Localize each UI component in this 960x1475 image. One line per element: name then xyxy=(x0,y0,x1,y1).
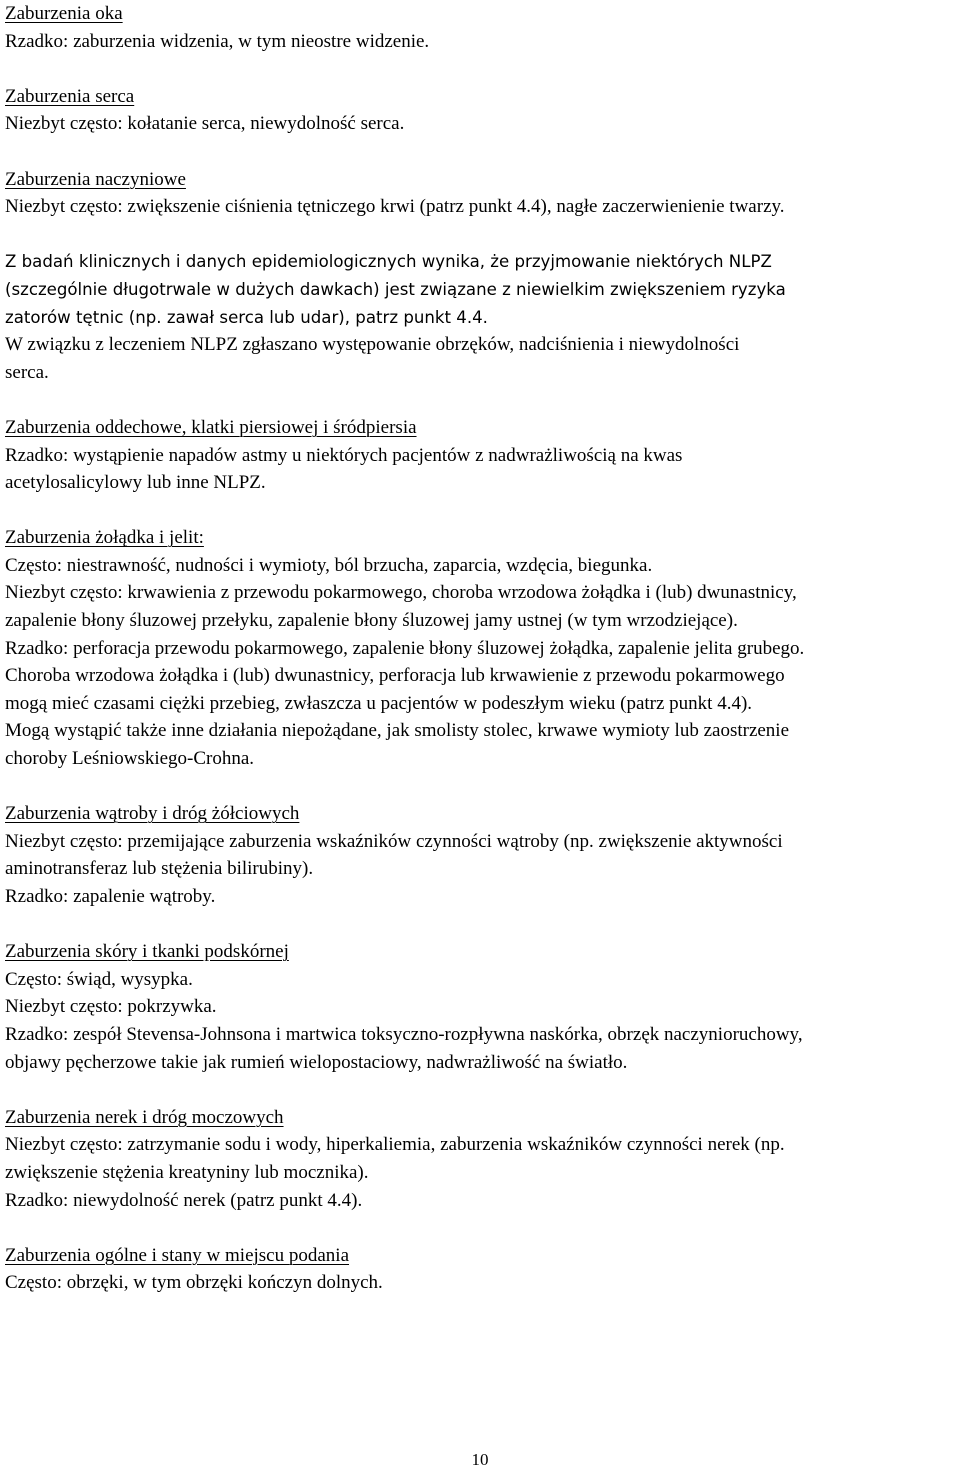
section-text-line: Mogą wystąpić także inne działania niepożądane, jak smolisty stolec, krwawe wymioty lub zaostrzenie xyxy=(5,720,790,742)
section-text-line: Rzadko: zaburzenia widzenia, w tym nieostre widzenie. xyxy=(5,30,430,52)
section-text-line: objawy pęcherzowe takie jak rumień wielopostaciowy, nadwrażliwość na światło. xyxy=(5,1051,628,1073)
section-liver-disorders xyxy=(5,800,955,910)
nsaid-risk-note xyxy=(5,248,955,386)
section-text-line: aminotransferaz lub stężenia bilirubiny). xyxy=(5,858,314,880)
section-text-line: Często: obrzęki, w tym obrzęki kończyn dolnych. xyxy=(5,1272,383,1294)
section-text-line: Niezbyt często: zatrzymanie sodu i wody, hiperkaliemia, zaburzenia wskaźników czynności nerek (np. xyxy=(5,1134,785,1156)
section-skin-disorders xyxy=(5,938,955,1076)
section-heart-disorders xyxy=(5,83,955,138)
section-heading: Zaburzenia oka xyxy=(5,3,123,24)
section-heading: Zaburzenia nerek i dróg moczowych xyxy=(5,1106,284,1128)
section-heading: Zaburzenia skóry i tkanki podskórnej xyxy=(5,941,289,963)
note-text-line: serca. xyxy=(5,361,49,383)
note-text-line: W związku z leczeniem NLPZ zgłaszano występowanie obrzęków, nadciśnienia i niewydolności xyxy=(5,334,740,356)
section-text-line: Rzadko: niewydolność nerek (patrz punkt 4.4). xyxy=(5,1189,363,1211)
section-text-line: Niezbyt często: przemijające zaburzenia wskaźników czynności wątroby (np. zwiększenie aktywności xyxy=(5,830,783,852)
section-text-line: Często: świąd, wysypka. xyxy=(5,968,193,990)
section-general-disorders xyxy=(5,1242,955,1297)
section-text-line: Często: niestrawność, nudności i wymioty, ból brzucha, zaparcia, wzdęcia, biegunka. xyxy=(5,554,653,576)
section-text-line: Niezbyt często: krwawienia z przewodu pokarmowego, choroba wrzodowa żołądka i (lub) dwunastnicy, xyxy=(5,582,797,604)
section-heading: Zaburzenia oddechowe, klatki piersiowej i śródpiersia xyxy=(5,416,417,438)
note-text-line: zatorów tętnic (np. zawał serca lub udar), patrz punkt 4.4. xyxy=(5,307,488,327)
section-heading: Zaburzenia żołądka i jelit: xyxy=(5,527,204,549)
section-text-line: Rzadko: perforacja przewodu pokarmowego, zapalenie błony śluzowej żołądka, zapalenie jelita grubego. xyxy=(5,637,805,659)
section-kidney-disorders xyxy=(5,1104,955,1214)
section-heading: Zaburzenia serca xyxy=(5,85,135,107)
section-text-line: acetylosalicylowy lub inne NLPZ. xyxy=(5,472,266,494)
section-text-line: Rzadko: zapalenie wątroby. xyxy=(5,886,216,907)
section-heading: Zaburzenia wątroby i dróg żółciowych xyxy=(5,803,300,825)
note-text-line: (szczególnie długotrwale w dużych dawkach) jest związane z niewielkim zwiększeniem ryzyka xyxy=(5,279,786,299)
section-text-line: Rzadko: wystąpienie napadów astmy u niektórych pacjentów z nadwrażliwością na kwas xyxy=(5,444,683,466)
section-text-line: Rzadko: zespół Stevensa-Johnsona i martwica toksyczno-rozpływna naskórka, obrzęk naczynioruchowy, xyxy=(5,1023,803,1045)
section-text-line: zapalenie błony śluzowej przełyku, zapalenie błony śluzowej jamy ustnej (w tym wrzodziejące). xyxy=(5,610,738,632)
document-page xyxy=(5,0,955,1325)
note-text-line: Z badań klinicznych i danych epidemiologicznych wynika, że przyjmowanie niektórych NLPZ xyxy=(5,252,772,272)
section-text-line: zwiększenie stężenia kreatyniny lub mocznika). xyxy=(5,1161,369,1183)
section-eye-disorders xyxy=(5,0,955,55)
section-text-line: mogą mieć czasami ciężki przebieg, zwłaszcza u pacjentów w podeszłym wieku (patrz punkt 4.4). xyxy=(5,692,753,714)
section-text-line: Niezbyt często: pokrzywka. xyxy=(5,996,217,1018)
section-heading: Zaburzenia ogólne i stany w miejscu podania xyxy=(5,1244,350,1266)
section-heading: Zaburzenia naczyniowe xyxy=(5,168,186,190)
section-text-line: choroby Leśniowskiego-Crohna. xyxy=(5,748,255,770)
section-text-line: Choroba wrzodowa żołądka i (lub) dwunastnicy, perforacja lub krwawienie z przewodu pokarmowego xyxy=(5,665,785,687)
section-gastrointestinal-disorders xyxy=(5,524,955,772)
section-text-line: Niezbyt często: kołatanie serca, niewydolność serca. xyxy=(5,113,405,135)
section-respiratory-disorders xyxy=(5,414,955,497)
section-text-line: Niezbyt często: zwiększenie ciśnienia tętniczego krwi (patrz punkt 4.4), nagłe zaczerwienienie twarzy. xyxy=(5,196,785,218)
section-vascular-disorders xyxy=(5,166,955,221)
page-number: 10 xyxy=(471,1450,489,1469)
